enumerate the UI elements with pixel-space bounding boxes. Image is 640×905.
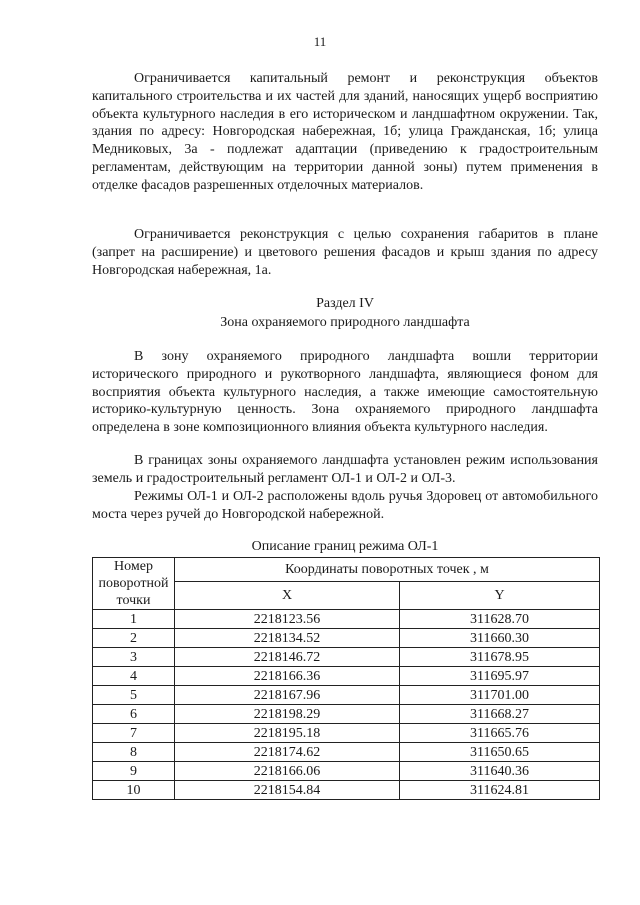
paragraph-zone-regulation [92,452,598,488]
header-coordinates: Координаты поворотных точек , м [175,558,600,582]
paragraph-text: В границах зоны охраняемого ландшафта установлен режим использования земель и градостроительный регламент ОЛ-1 и ОЛ-2 и ОЛ-3. [92,453,598,486]
table-cell-y: 311678.95 [400,648,600,667]
section-title: Зона охраняемого природного ландшафта [220,315,470,330]
table-cell-y: 311640.36 [400,762,600,781]
table-cell-n: 2 [93,629,175,648]
table-cell-n: 8 [93,743,175,762]
table-cell-y: 311660.30 [400,629,600,648]
table-row [93,724,600,743]
table-cell-x: 2218166.06 [175,762,400,781]
table-cell-y: 311665.76 [400,724,600,743]
table-cell-n: 5 [93,686,175,705]
paragraph-text: В зону охраняемого природного ландшафта вошли территории исторического природного и рукотворного ландшафта, являющиеся фоном для восприятия объекта культурного наследия, а также имеющие самостоятельную историко-культурную ценность. Зона охраняемого природного ландшафта определена в зоне композиционного влияния объекта культурного наследия. [92,349,598,436]
table-cell-y: 311701.00 [400,686,600,705]
table-cell-x: 2218154.84 [175,781,400,800]
table-cell-x: 2218146.72 [175,648,400,667]
table-cell-n: 9 [93,762,175,781]
section-number: Раздел IV [316,296,374,311]
table-row [93,762,600,781]
table-cell-x: 2218123.56 [175,610,400,629]
table-body [93,610,600,800]
coordinates-table [92,557,600,800]
header-y: Y [400,581,600,609]
table-row [93,705,600,724]
table-cell-n: 10 [93,781,175,800]
header-point-number: Номер поворотной точки [93,558,175,610]
paragraph-text: Ограничивается капитальный ремонт и реконструкция объектов капитального строительства и их частей для зданий, наносящих ущерб восприятию объекта культурного наследия в его историческом и ландшафтном окружении. Так, здания по адресу: Новгородская набережная, 1б; улица Гражданская, 1б; улица Медниковых, 3а - подлежат адаптации (приведению к градостроительным регламентам, действующим на территории данной зоны) путем применения в отделке фасадов разрешенных отделочных материалов. [92,71,598,193]
paragraph-text: Ограничивается реконструкция с целью сохранения габаритов в плане (запрет на расширение) и цветового решения фасадов и крыш здания по адресу Новгородская набережная, 1а. [92,227,598,278]
table-caption: Описание границ режима ОЛ-1 [251,539,439,554]
table-cell-y: 311628.70 [400,610,600,629]
table-row [93,629,600,648]
table-cell-x: 2218134.52 [175,629,400,648]
table-cell-n: 7 [93,724,175,743]
table-cell-x: 2218174.62 [175,743,400,762]
table-row [93,743,600,762]
table-cell-n: 4 [93,667,175,686]
table-cell-n: 3 [93,648,175,667]
table-cell-x: 2218198.29 [175,705,400,724]
table-cell-x: 2218166.36 [175,667,400,686]
table-cell-x: 2218195.18 [175,724,400,743]
table-cell-y: 311668.27 [400,705,600,724]
table-cell-y: 311695.97 [400,667,600,686]
table-cell-y: 311624.81 [400,781,600,800]
paragraph-zone-location [92,488,598,524]
paragraph-text: Режимы ОЛ-1 и ОЛ-2 расположены вдоль ручья Здоровец от автомобильного моста через ручей до Новгородской набережной. [92,489,598,522]
paragraph-reconstruction [92,226,598,279]
table-row [93,781,600,800]
table-row [93,686,600,705]
header-x: X [175,581,400,609]
table-cell-n: 6 [93,705,175,724]
page-number: 11 [313,34,327,49]
table-row [93,610,600,629]
table-row [93,648,600,667]
table-cell-y: 311650.65 [400,743,600,762]
paragraph-zone-description [92,348,598,437]
paragraph-capital-repair [92,70,598,195]
table-cell-n: 1 [93,610,175,629]
table-row [93,667,600,686]
table-cell-x: 2218167.96 [175,686,400,705]
